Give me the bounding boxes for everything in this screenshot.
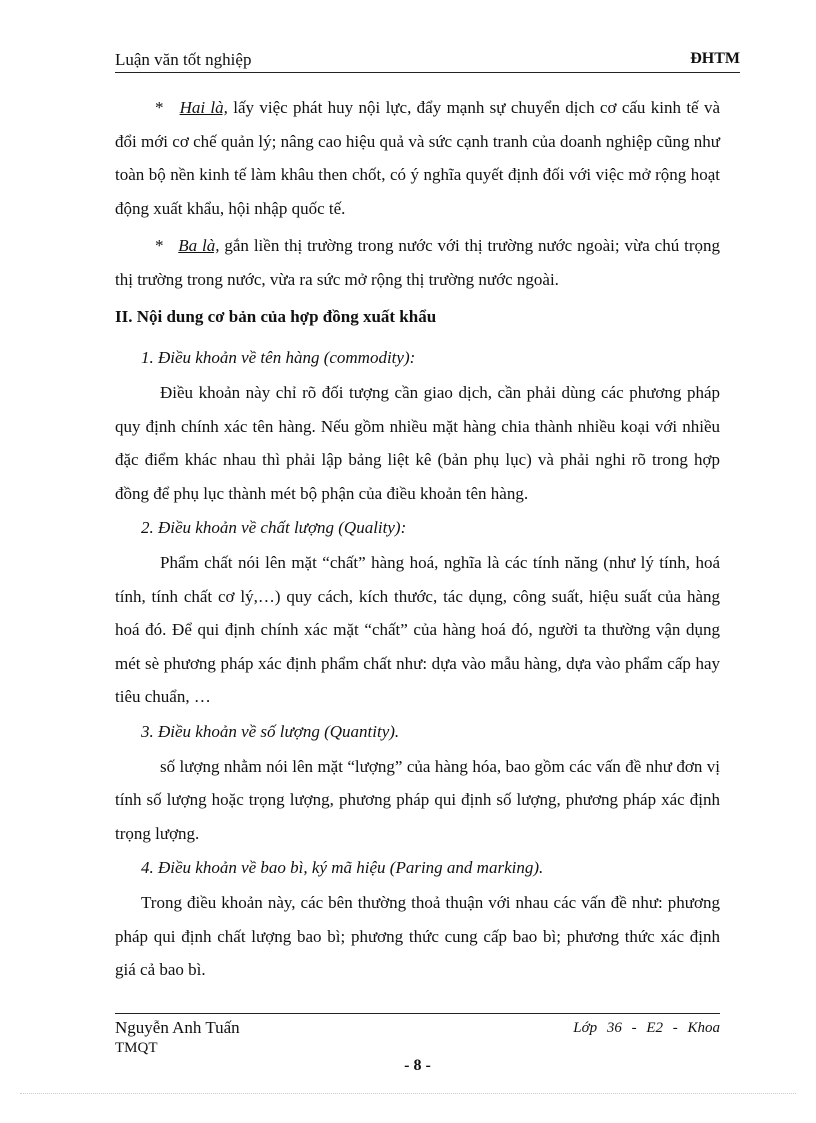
- paragraph-lead: Ba là,: [178, 236, 220, 255]
- subsection-title-commodity: 1. Điều khoản về tên hàng (commodity):: [141, 348, 416, 367]
- page-header: [115, 50, 740, 73]
- header-title: Luận văn tốt nghiệp: [115, 50, 252, 69]
- bullet-asterisk: *: [155, 98, 164, 117]
- paragraph-text: gắn liền thị trường trong nước với thị trường nước ngoài; vừa chú trọng thị trường trong nước, vừa ra sức mở rộng thị trường nước ngoài.: [115, 236, 721, 289]
- subsection-text-commodity: Điều khoản này chỉ rõ đối tượng cần giao dịch, cần phải dùng các phương pháp quy định chính xác tên hàng. Nếu gồm nhiều mặt hàng chia thành nhiều koại với nhiều đặc điểm khác nhau thì phải lập bảng liệt kê (bản phụ lục) và phải nghi rõ trong hợp đồng để phụ lục thành mét bộ phận của điều khoản tên hàng.: [115, 383, 720, 503]
- subsection-text-quantity: số lượng nhằm nói lên mặt “lượng” của hàng hóa, bao gồm các vấn đề như đơn vị tính số lượng hoặc trọng lượng, phương pháp qui định số lượng, phương pháp xác định trọng lượng.: [115, 756, 720, 843]
- header-institution: ĐHTM: [690, 50, 740, 67]
- subsection-title-quantity: 3. Điều khoản về số lượng (Quantity).: [141, 721, 400, 741]
- page-number: - 8 -: [404, 1057, 431, 1074]
- author-class: Lớp 36 - E2 - Khoa: [573, 1020, 720, 1036]
- author-department: TMQT: [115, 1040, 158, 1056]
- paragraph-text: lấy việc phát huy nội lực, đẩy mạnh sự chuyển dịch cơ cấu kinh tế và đổi mới cơ chế quản lý; nâng cao hiệu quả và sức cạnh tranh của doanh nghiệp cũng như toàn bộ nền kinh tế làm khâu then chốt, có ý nghĩa quyết định đối với việc mở rộng hoạt động xuất khẩu, hội nhập quốc tế.: [115, 98, 720, 218]
- subsection-text-packing: Trong điều khoản này, các bên thường thoả thuận với nhau các vấn đề như: phương pháp qui định chất lượng bao bì; phương thức cung cấp bao bì; phương thức xác định giá cả bao bì.: [115, 893, 720, 979]
- author-name: Nguyễn Anh Tuấn: [115, 1018, 240, 1037]
- page-bottom-dotted-rule: [20, 1093, 796, 1094]
- paragraph-ba-la: [115, 229, 720, 296]
- page-footer: [115, 1013, 720, 1074]
- subsection-title-packing: 4. Điều khoản về bao bì, ký mã hiệu (Paring and marking).: [141, 858, 544, 877]
- paragraph-hai-la: [115, 91, 720, 225]
- document-body: [115, 91, 720, 987]
- paragraph-lead: Hai là,: [179, 98, 228, 117]
- section-heading: II. Nội dung cơ bản của hợp đồng xuất khẩu: [115, 307, 437, 326]
- subsection-title-quality: 2. Điều khoản về chất lượng (Quality):: [141, 518, 407, 537]
- bullet-asterisk: *: [155, 236, 164, 255]
- subsection-text-quality: Phẩm chất nói lên mặt “chất” hàng hoá, nghĩa là các tính năng (như lý tính, hoá tính, tính chất cơ lý,…) quy cách, kích thước, tác dụng, công suất, hiệu suất của hàng hoá đó. Để qui định chính xác mặt “chất” của hàng hoá đó, người ta thường vận dụng mét sè phương pháp xác định phẩm chất như: dựa vào mẫu hàng, dựa vào phẩm cấp hay tiêu chuẩn, …: [115, 553, 720, 706]
